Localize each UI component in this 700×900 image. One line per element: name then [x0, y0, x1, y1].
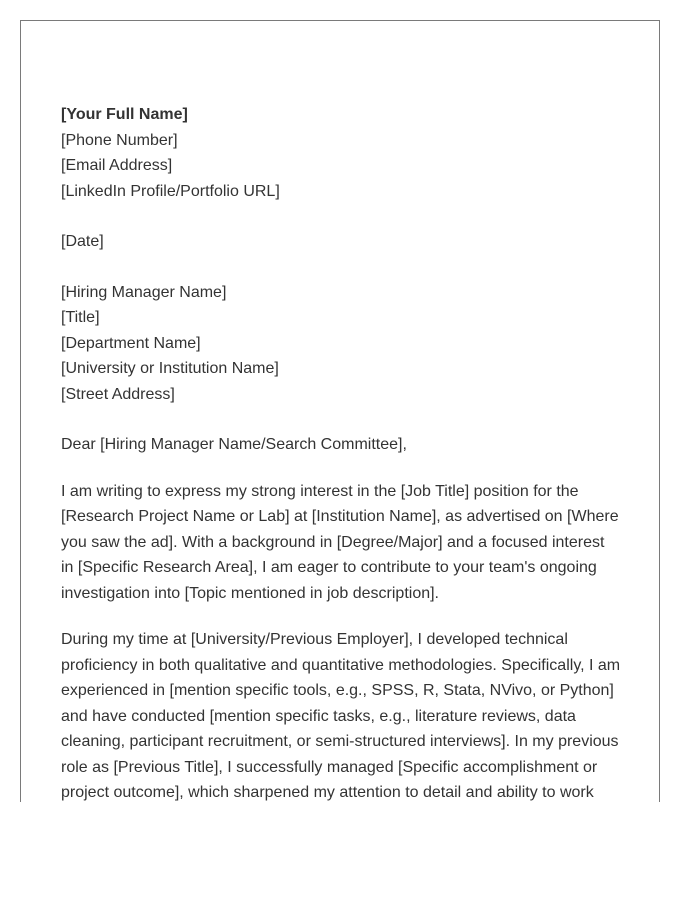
date-block — [61, 229, 641, 255]
paragraph-line: cleaning, participant recruitment, or semi-structured interviews]. In my previous — [61, 733, 619, 750]
paragraph-line: experienced in [mention specific tools, e.g., SPSS, R, Stata, NVivo, or Python] — [61, 682, 614, 699]
paragraph-line: I am writing to express my strong interest in the [Job Title] position for the — [61, 482, 579, 500]
sender-name: [Your Full Name] — [61, 106, 188, 123]
paragraph-line: proficiency in both qualitative and quantitative methodologies. Specifically, I am — [61, 656, 621, 674]
paragraph-line: project outcome], which sharpened my attention to detail and ability to work — [61, 784, 594, 801]
body-paragraph-1 — [61, 479, 629, 607]
sender-block — [61, 102, 641, 204]
paragraph-line: [Research Project Name or Lab] at [Institution Name], as advertised on [Where — [61, 508, 619, 525]
letter-date: [Date] — [61, 233, 104, 250]
body-paragraph-2 — [61, 627, 629, 802]
sender-profile: [LinkedIn Profile/Portfolio URL] — [61, 182, 280, 200]
recipient-address: [Street Address] — [61, 385, 175, 403]
paragraph-line: role as [Previous Title], I successfully managed [Specific accomplishment or — [61, 758, 598, 776]
letter-content — [61, 102, 641, 802]
paragraph-line: you saw the ad]. With a background in [Degree/Major] and a focused interest — [61, 533, 605, 551]
paragraph-line: During my time at [University/Previous Employer], I developed technical — [61, 631, 568, 648]
salutation: Dear [Hiring Manager Name/Search Committee], — [61, 436, 407, 453]
paragraph-line: investigation into [Topic mentioned in job description]. — [61, 584, 439, 602]
recipient-institution: [University or Institution Name] — [61, 360, 279, 377]
recipient-name: [Hiring Manager Name] — [61, 283, 227, 301]
recipient-block — [61, 280, 641, 408]
sender-email: [Email Address] — [61, 157, 173, 174]
letter-page — [20, 20, 660, 802]
paragraph-line: in [Specific Research Area], I am eager to contribute to your team's ongoing — [61, 559, 597, 576]
sender-phone: [Phone Number] — [61, 131, 178, 149]
recipient-title: [Title] — [61, 309, 100, 326]
paragraph-line: and have conducted [mention specific tasks, e.g., literature reviews, data — [61, 707, 576, 725]
salutation-block — [61, 432, 641, 458]
recipient-department: [Department Name] — [61, 334, 201, 352]
